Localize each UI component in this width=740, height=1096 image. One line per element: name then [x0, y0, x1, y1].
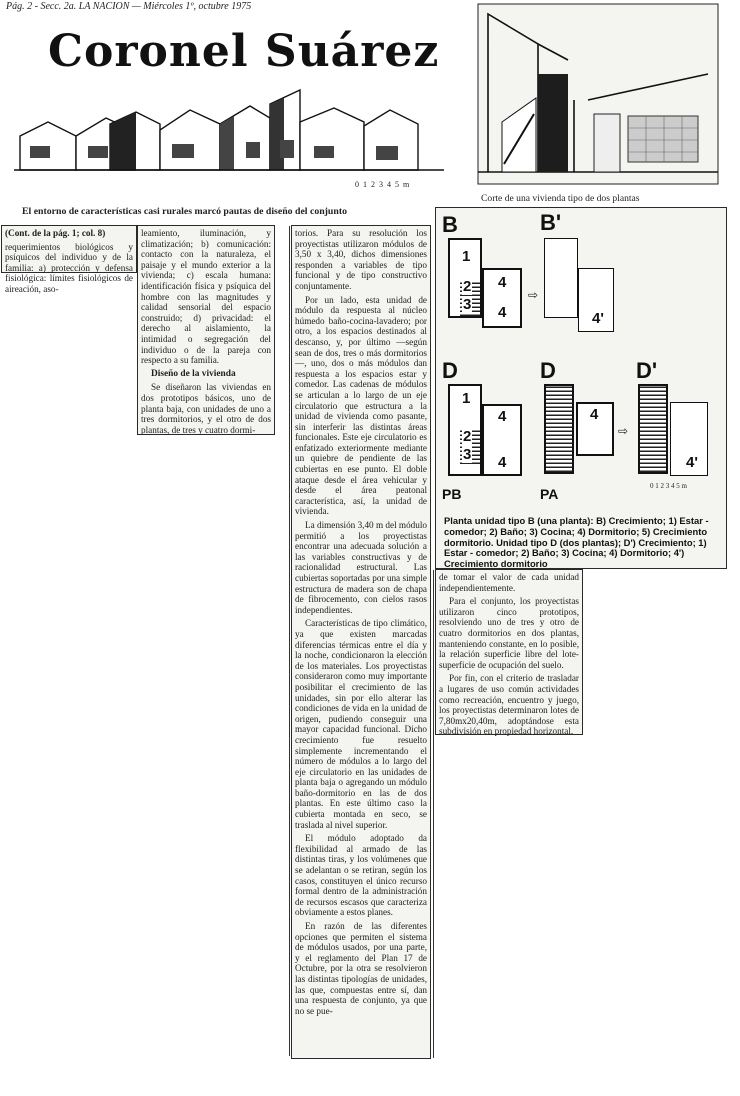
col4-paragraph-2: Para el conjunto, los proyectistas utilizaron cinco prototipos, resolviendo uno de tres y otro de cuatro dormitorios en dos plantas, manteniendo constante, en lo posible, la relación superficie libre del lote-superficie de ocupación del suelo. [439, 596, 579, 670]
plan-b-room-4b: 4 [498, 304, 507, 321]
plan-label-pb: PB [442, 486, 462, 502]
column-3 [292, 226, 430, 1058]
continuation-note: (Cont. de la pág. 1; col. 8) [5, 228, 106, 238]
col3-paragraph-3: La dimensión 3,40 m del módulo permitió a los proyectistas encontrar una adecuada solución a las variables constructivas y de racionalidad estructural. Las cubiertas soportadas por una simple estructura de madera son de chapa de fibrocemento, con cielos rasos independientes. [295, 520, 427, 615]
col4-paragraph-3: Por fin, con el criterio de trasladar a lugares de uso común actividades como recreación, encuentro y juego, los proyectistas determinaron lotes de 7,80mx20,40m, adoptándose esta subdivisión en propiedad horizontal. [439, 673, 579, 737]
column-rule-2 [433, 570, 434, 1058]
column-4 [436, 570, 582, 737]
house-shadow-1 [110, 112, 136, 170]
column-1 [2, 226, 136, 294]
house-shadow-2 [270, 98, 284, 170]
section-drawing [478, 4, 718, 184]
plan-b-room-3: 3 [463, 296, 472, 313]
col1-paragraph-1: requerimientos biológicos y psíquicos del individuo y de la familia: a) protección y defensa fisiológica: límites fisiológicos de aireación, aso- [5, 241, 133, 294]
plan-b-prime-room-4p: 4' [592, 310, 604, 327]
plan-d-room-2: 2 [463, 428, 472, 445]
plan-d-room-4a: 4 [498, 408, 507, 425]
plan-d-room-1: 1 [462, 390, 471, 407]
plan-b-prime-block [544, 238, 578, 318]
houses-elevation-drawing [14, 84, 454, 184]
plan-d-room-3: 3 [463, 446, 472, 463]
section-caption: Corte de una vivienda tipo de dos plantas [481, 193, 640, 204]
house-7 [300, 108, 364, 170]
plan-label-d-upper: D [540, 358, 556, 383]
plan-d-prime-room-4p: 4' [686, 454, 698, 471]
plan-scale: 0 1 2 3 4 5 m [650, 482, 687, 490]
plan-label-b: B [442, 212, 458, 237]
col4-paragraph-1: de tomar el valor de cada unidad independientemente. [439, 572, 579, 593]
floor-plans-panel [436, 208, 726, 568]
plan-d-room-4b: 4 [498, 454, 507, 471]
column-2 [138, 226, 274, 434]
col3-paragraph-5: El módulo adoptado da flexibilidad al armado de las distintas tiras, y los volúmenes que se adelantan o se retiran, según los casos, constituyen el único recurso formal dentro de la administración de recursos escasos que caracteriza obviamente a estos planes. [295, 833, 427, 918]
col2-paragraph-1: leamiento, iluminación, y climatización; b) comunicación: contacto con la naturaleza, el paisaje y el mundo exterior a la vivienda; c) escala humana: identificación física y psíquica del hombre con las magnitudes y calidad sensorial del espacio construido; d) privacidad: el derecho al aislamiento, la intimidad o segregación del individuo o de la pareja con respecto a su familia. [141, 228, 271, 366]
col3-paragraph-2: Por un lado, esta unidad de módulo da respuesta al núcleo húmedo baño-cocina-lavadero; por otro, a los espacios destinados al descanso, y, por último —según sean de dos, tres o más dormitorios—, uno, dos o más módulos dan respuesta a los espacios estar y comedor. Las cadenas de módulos se articulan a lo largo de un eje circulatorio que estructura a la unidad de vivienda como pasante, sin interferir las distintas áreas funcionales. Este eje circulatorio es enfatizado exteriormente mediante un quiebre de pendiente de las cubiertas en ese punto. El doble ataque desde el área vehicular y desde el área peatonal característica, así, la unidad de vivienda. [295, 294, 427, 517]
column-rule [289, 226, 290, 1056]
col2-paragraph-2: Se diseñaron las viviendas en dos prototipos básicos, uno de planta baja, con unidades de uno a tres dormitorios, y el otro de dos plantas, de tres y cuatro dormi- [141, 382, 271, 435]
col3-paragraph-4: Características de tipo climático, ya que existen marcadas diferencias térmicas entre el día y la noche, condicionaron la elección de los materiales. Los proyectistas consideraron como muy importante posibilitar el crecimiento de las unidades, sin por ello alterar las condiciones de vida en la unidad de origen, pudiendo conseguir una mayor capacidad funcional. Dicho crecimiento fue resuelto simplemente incrementando el número de módulos a lo largo del eje circulatorio en las unidades de planta baja o agregando un módulo baño-dormitorio en las de dos plantas. En este último caso la cubierta montada en seco, se traslada al nivel superior. [295, 618, 427, 830]
plan-label-pa: PA [540, 486, 559, 502]
plan-b-room-1: 1 [462, 248, 471, 265]
house-4 [160, 110, 220, 170]
col3-paragraph-1: torios. Para su resolución los proyectistas utilizaron módulos de 3,50 x 3,40, dichos dimensiones responden a variables de tipo funcional y de tipo constructivo conjuntamente. [295, 228, 427, 291]
house-8 [364, 110, 418, 170]
section-heading-diseno: Diseño de la vivienda [151, 368, 236, 379]
plans-caption: Planta unidad tipo B (una planta): B) Crecimiento; 1) Estar - comedor; 2) Baño; 3) Cocina; 4) Dormitorio; 5) Crecimiento dormitorio. Unidad tipo D (dos plantas); D') Crecimiento; 1) Estar - comedor; 2) Baño; 3) Cocina; 4) Dormitorio; 4') Crecimiento dormitorio [444, 515, 709, 570]
col3-paragraph-6: En razón de las diferentes opciones que permiten el sistema de módulos usados, por una parte, y el reglamento del Plan 17 de Octubre, por la otra se resolvieron las distintas tipologías de unidades, las que, compuestas entre sí, dan una respuesta de conjunto, ya que no se pue- [295, 921, 427, 1016]
article-subtitle: El entorno de características casi rurales marcó pautas de diseño del conjunto [22, 206, 347, 217]
elevation-scale: 0 1 2 3 4 5 m [355, 180, 411, 189]
growth-arrow-d: ⇨ [618, 424, 629, 438]
plan-b-room-4a: 4 [498, 274, 507, 291]
house-shadow-3 [220, 116, 234, 170]
plan-d-upper-room-4: 4 [590, 406, 599, 423]
plan-label-d: D [442, 358, 458, 383]
page-header: Pág. 2 - Secc. 2a. LA NACION — Miércoles 1º, octubre 1975 [6, 1, 252, 12]
plan-d-upper-roof [544, 384, 574, 474]
page-title: Coronel Suárez [48, 26, 440, 77]
growth-arrow-b: ⇨ [528, 288, 539, 302]
plan-label-b-prime: B' [540, 210, 562, 235]
plan-label-d-prime: D' [636, 358, 658, 383]
plan-d-prime-roof [638, 384, 668, 474]
plan-b-room-2: 2 [463, 278, 472, 295]
